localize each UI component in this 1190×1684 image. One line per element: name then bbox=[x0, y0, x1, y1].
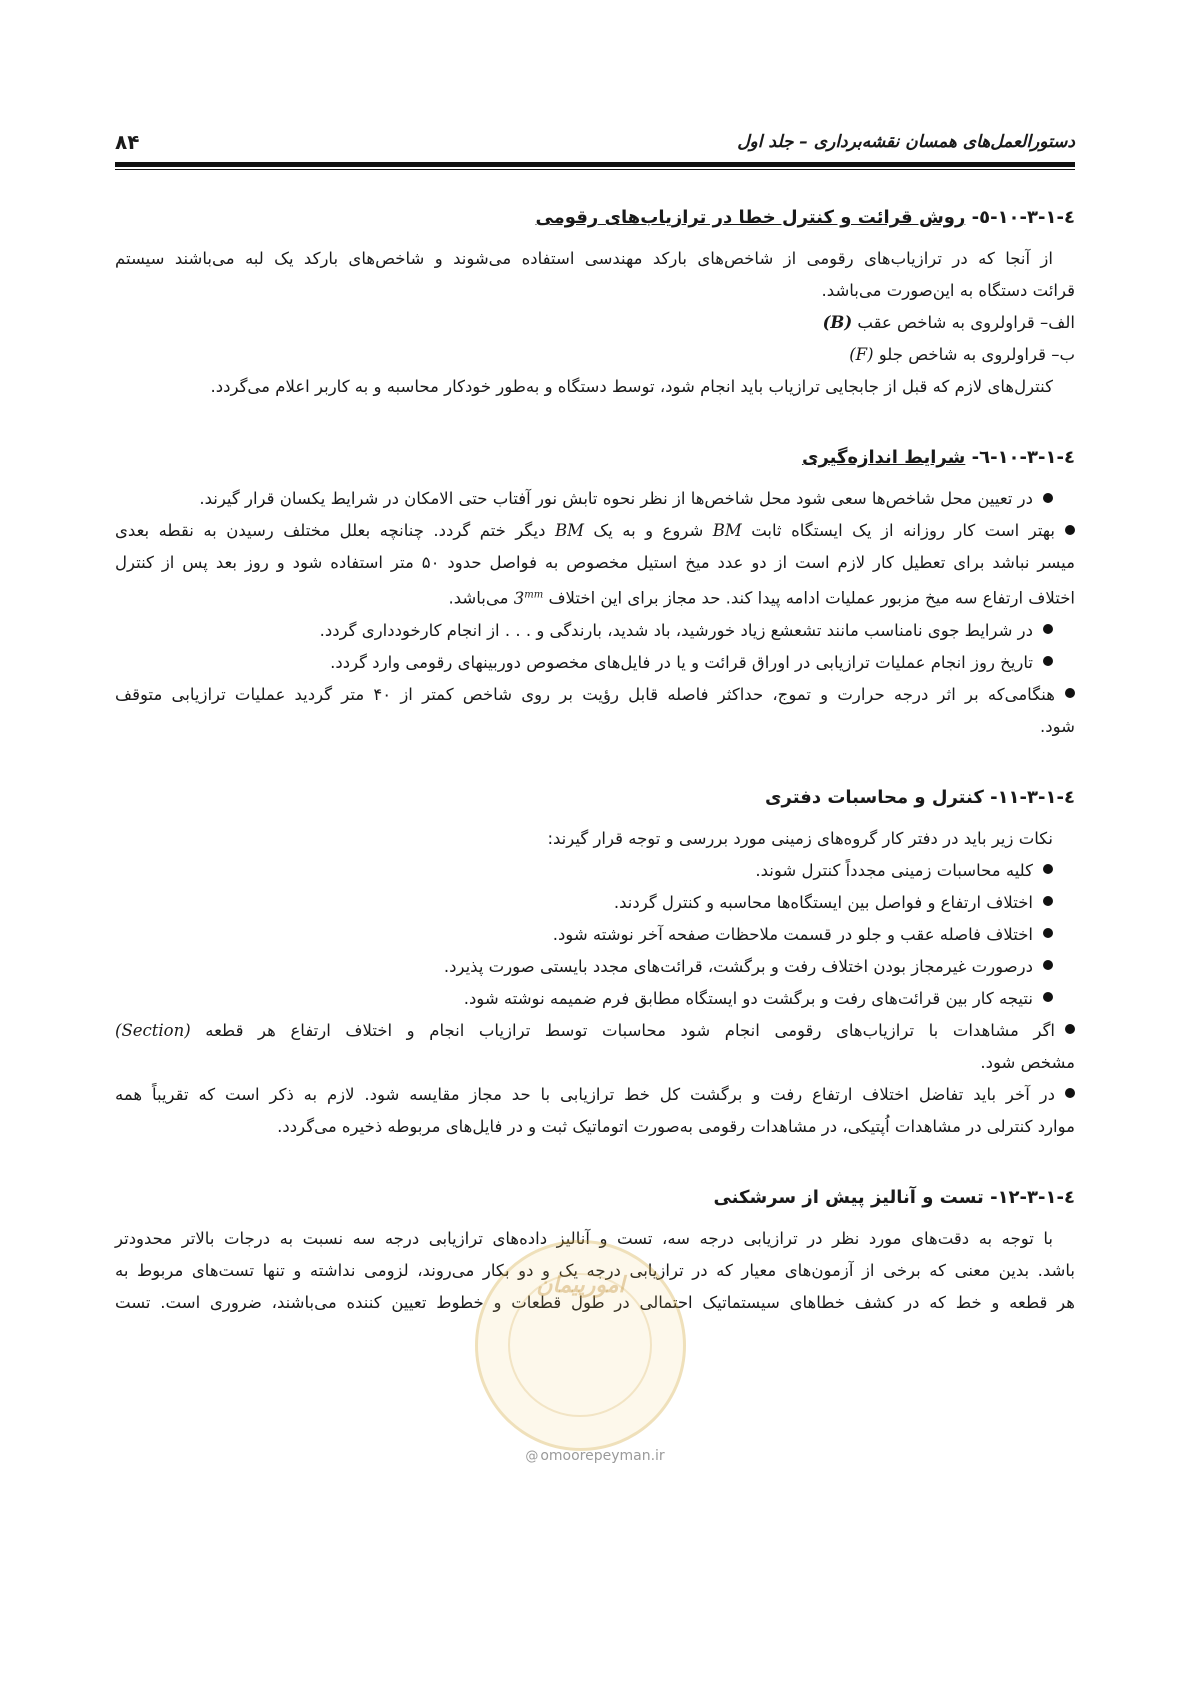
section-title: روش قرائت و کنترل خطا در ترازیاب‌های رقومی bbox=[535, 207, 966, 228]
list-item bbox=[115, 983, 1075, 1015]
bullet-icon bbox=[1043, 896, 1053, 906]
bullet-icon bbox=[1043, 992, 1053, 1002]
item-text: اختلاف ارتفاع سه میخ مزبور عملیات ادامه پیدا کند. حد مجاز برای این اختلاف bbox=[548, 588, 1075, 608]
bullet-icon bbox=[1043, 624, 1053, 634]
item-text: شروع و به یک bbox=[593, 521, 704, 540]
item-text: بهتر است کار روزانه از یک ایستگاه ثابت bbox=[751, 521, 1055, 540]
bm-label: BM bbox=[712, 521, 742, 540]
bullet-list bbox=[115, 483, 1075, 743]
list-item bbox=[115, 483, 1075, 515]
item-symbol: (B) bbox=[822, 313, 853, 332]
item-text: ب– قراولروی به شاخص جلو bbox=[878, 345, 1075, 364]
at-icon: @ bbox=[525, 1449, 539, 1464]
paragraph-line: از آنجا که در ترازیاب‌های رقومی از شاخص‌های بارکد مهندسی استفاده می‌شوند و شاخص‌های بارکد یک لبه می‌باشند سیستم bbox=[115, 249, 1053, 268]
footer-watermark-url bbox=[0, 1448, 1190, 1464]
paragraph: کنترل‌های لازم که قبل از جابجایی ترازیاب باید انجام شود، توسط دستگاه و به‌طور خودکار محاسبه و به کاربر اعلام می‌گردد. bbox=[210, 377, 1053, 396]
bullet-icon bbox=[1065, 525, 1075, 535]
section-number: ٤-١-٣-١٠-٥- bbox=[965, 207, 1075, 228]
item-text: تاریخ روز انجام عملیات ترازیابی در اوراق قرائت و یا در فایل‌های مخصوص دوربینهای رقومی وارد گردد. bbox=[330, 652, 1033, 672]
item-text: در آخر باید تفاضل اختلاف ارتفاع رفت و برگشت کل خط ترازیابی با حد مجاز مقایسه شود. لازم به ذکر است که تقریباً همه bbox=[115, 1084, 1055, 1104]
item-symbol: (F) bbox=[849, 345, 874, 364]
section-title: کنترل و محاسبات دفتری bbox=[765, 786, 984, 808]
item-text: موارد کنترلی در مشاهدات اُپتیکی، در مشاهدات رقومی به‌صورت اتوماتیک ثبت و در فایل‌های مربوطه ذخیره می‌گردد. bbox=[277, 1116, 1075, 1136]
list-item bbox=[115, 615, 1075, 647]
watermark-logo bbox=[475, 1240, 686, 1451]
watermark-text: امورپیمان bbox=[536, 1273, 625, 1298]
bm-label: BM bbox=[554, 521, 584, 540]
item-text: مشخص شود. bbox=[980, 1052, 1075, 1072]
item-text: در تعیین محل شاخص‌ها سعی شود محل شاخص‌ها از نظر نحوه تابش نور آفتاب حتی الامکان در شرایط یکسان قرار گیرند. bbox=[199, 489, 1033, 508]
page-number: ۸۴ bbox=[115, 130, 140, 154]
item-text: اختلاف ارتفاع و فواصل بین ایستگاه‌ها محاسبه و کنترل گردند. bbox=[613, 892, 1033, 912]
item-text: نتیجه کار بین قرائت‌های رفت و برگشت دو ایستگاه مطابق فرم ضمیمه نوشته شود. bbox=[463, 988, 1033, 1008]
page-content bbox=[115, 205, 1075, 1361]
bullet-icon bbox=[1043, 493, 1053, 503]
item-text: میسر نباشد برای تعطیل کار لازم است از دو عدد میخ استیل مخصوص به فواصل حدود ۵۰ متر استفاده شود و روز بعد پس از کنترل bbox=[115, 553, 1075, 572]
list-item bbox=[115, 679, 1075, 743]
item-text: می‌باشد. bbox=[448, 588, 509, 608]
section-office-calculations bbox=[115, 785, 1075, 1143]
list-item-b bbox=[115, 339, 1075, 371]
bullet-icon bbox=[1043, 656, 1053, 666]
list-item bbox=[115, 515, 1075, 615]
section-term: (Section) bbox=[115, 1020, 191, 1040]
section-title: شرایط اندازه‌گیری bbox=[801, 447, 966, 468]
paragraph-line: قرائت دستگاه به این‌صورت می‌باشد. bbox=[821, 281, 1075, 300]
list-item bbox=[115, 1015, 1075, 1079]
site-url: omoorepeyman.ir bbox=[540, 1448, 665, 1464]
item-text: شود. bbox=[1040, 716, 1075, 736]
bullet-list bbox=[115, 855, 1075, 1143]
item-text: هنگامی‌که بر اثر درجه حرارت و تموج، حداکثر فاصله قابل رؤیت بر روی شاخص کمتر از ۴۰ متر گردید عملیات ترازیابی متوقف bbox=[115, 684, 1055, 704]
section-measurement-conditions bbox=[115, 445, 1075, 743]
paragraph-line: با توجه به دقت‌های مورد نظر در ترازیابی درجه سه، تست و آنالیز داده‌های ترازیابی درجه سه نسبت به درجات بالاتر محدودتر bbox=[115, 1228, 1053, 1248]
bullet-icon bbox=[1043, 928, 1053, 938]
bullet-icon bbox=[1065, 1024, 1075, 1034]
section-heading bbox=[115, 1185, 1075, 1211]
item-text: در شرایط جوی نامناسب مانند تشعشع زیاد خورشید، باد شدید، بارندگی و . . . از انجام کارخودداری گردد. bbox=[319, 620, 1033, 640]
list-item bbox=[115, 855, 1075, 887]
list-item bbox=[115, 887, 1075, 919]
bullet-icon bbox=[1043, 960, 1053, 970]
paragraph-line: باشد. بدین معنی که برخی از آزمون‌های معیار که در ترازیابی درجه یک و دو بکار می‌روند، لزومی نداشته و تنها تست‌های مربوط به bbox=[115, 1260, 1075, 1280]
item-text: الف– قراولروی به شاخص عقب bbox=[857, 313, 1075, 332]
tolerance-number: 3 bbox=[513, 588, 525, 608]
tolerance-value bbox=[514, 589, 543, 608]
section-number: ٤-١-٣-١٢- bbox=[983, 1186, 1075, 1208]
item-text: دیگر ختم گردد. چنانچه بعلل مختلف رسیدن به نقطه بعدی bbox=[115, 521, 546, 540]
tolerance-unit: mm bbox=[524, 589, 544, 600]
section-heading bbox=[115, 445, 1075, 471]
bullet-icon bbox=[1065, 1088, 1075, 1098]
section-number: ٤-١-٣-١٠-٦- bbox=[965, 447, 1075, 468]
page-header bbox=[115, 128, 1075, 158]
item-text: درصورت غیرمجاز بودن اختلاف رفت و برگشت، قرائت‌های مجدد بایستی صورت پذیرد. bbox=[443, 956, 1033, 976]
section-reading-error-control bbox=[115, 205, 1075, 403]
section-title: تست و آنالیز پیش از سرشکنی bbox=[713, 1186, 984, 1208]
header-rule-thick bbox=[115, 162, 1075, 167]
paragraph-line: هر قطعه و خط که در کشف خطاهای سیستماتیک احتمالی در طول قطعات و خطوط تعیین کننده می‌باشند، ضروری است. تست bbox=[115, 1292, 1075, 1312]
bullet-icon bbox=[1043, 864, 1053, 874]
header-rule-thin bbox=[115, 169, 1075, 170]
item-text: کلیه محاسبات زمینی مجدداً کنترل شوند. bbox=[755, 860, 1033, 880]
item-text: اگر مشاهدات با ترازیاب‌های رقومی انجام شود محاسبات توسط ترازیاب انجام و اختلاف ارتفاع هر قطعه bbox=[205, 1020, 1056, 1040]
section-heading bbox=[115, 205, 1075, 231]
paragraph: نکات زیر باید در دفتر کار گروه‌های زمینی مورد بررسی و توجه قرار گیرند: bbox=[547, 828, 1053, 848]
list-item bbox=[115, 919, 1075, 951]
bullet-icon bbox=[1065, 688, 1075, 698]
list-item bbox=[115, 1079, 1075, 1143]
list-item bbox=[115, 951, 1075, 983]
list-item bbox=[115, 647, 1075, 679]
book-title: دستورالعمل‌های همسان نقشه‌برداری – جلد اول bbox=[737, 132, 1075, 152]
list-item-a bbox=[115, 307, 1075, 339]
section-heading bbox=[115, 785, 1075, 811]
item-text: اختلاف فاصله عقب و جلو در قسمت ملاحظات صفحه آخر نوشته شود. bbox=[552, 924, 1033, 944]
section-number: ٤-١-٣-١١- bbox=[983, 786, 1075, 808]
